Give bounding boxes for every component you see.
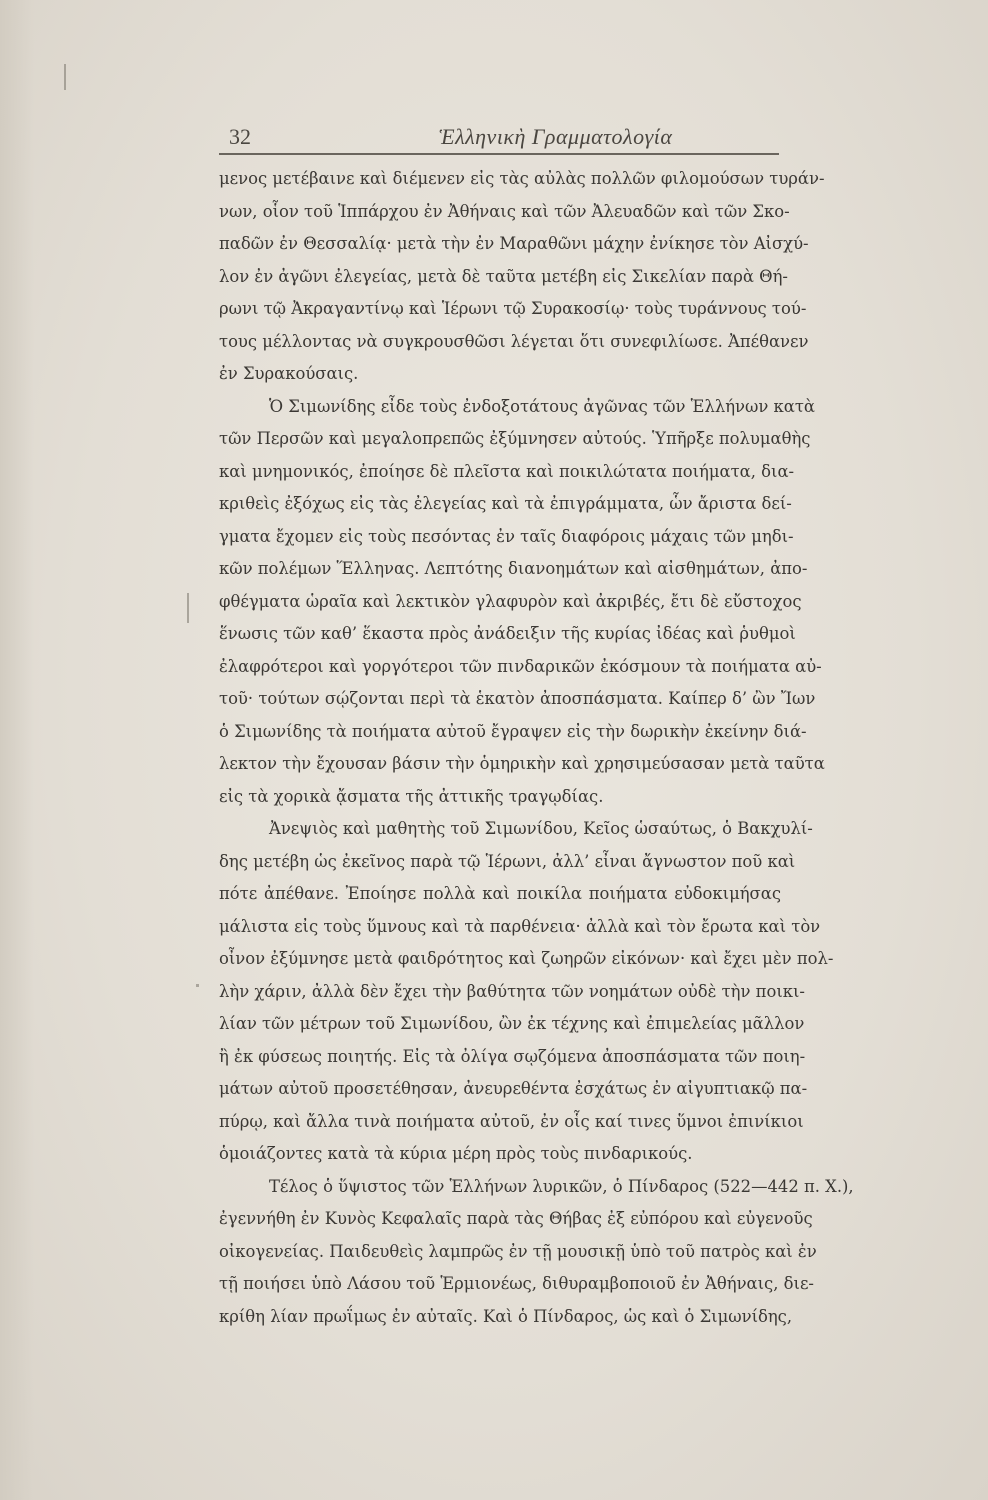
text-line: παδῶν ἐν Θεσσαλίᾳ· μετὰ τὴν ἐν Μαραθῶνι μάχην ἐνίκησε τὸν Αἰσχύ- [219, 234, 809, 253]
text-line: Τέλος ὁ ὕψιστος τῶν Ἑλλήνων λυρικῶν, ὁ Πίνδαρος (522—442 π. Χ.), [269, 1176, 854, 1196]
text-line: τῇ ποιήσει ὑπὸ Λάσου τοῦ Ἑρμιονέως, διθυραμβοποιοῦ ἐν Ἀθήναις, διε- [219, 1274, 814, 1293]
header-rule [219, 153, 779, 155]
margin-mark [196, 984, 199, 987]
text-line: πύρῳ, καὶ ἄλλα τινὰ ποιήματα αὐτοῦ, ἐν οἷς καί τινες ὕμνοι ἐπινίκιοι [219, 1111, 804, 1131]
text-line: τοῦ· τούτων σῴζονται περὶ τὰ ἑκατὸν ἀποσπάσματα. Καίπερ δ’ ὢν Ἴων [219, 689, 816, 708]
text-line: φθέγματα ὡραῖα καὶ λεκτικὸν γλαφυρὸν καὶ ἀκριβές, ἔτι δὲ εὔστοχος [219, 591, 802, 611]
text-line: λον ἐν ἀγῶνι ἐλεγείας, μετὰ δὲ ταῦτα μετέβη εἰς Σικελίαν παρὰ Θή- [219, 266, 788, 286]
text-line: καὶ μνημονικός, ἐποίησε δὲ πλεῖστα καὶ ποικιλώτατα ποιήματα, δια- [219, 461, 795, 481]
text-line: μενος μετέβαινε καὶ διέμενεν εἰς τὰς αὐλὰς πολλῶν φιλομούσων τυράν- [219, 169, 825, 188]
text-line: οἰκογενείας. Παιδευθεὶς λαμπρῶς ἐν τῇ μουσικῇ ὑπὸ τοῦ πατρὸς καὶ ἐν [219, 1241, 817, 1261]
margin-mark [187, 593, 189, 623]
text-line: λεκτον τὴν ἔχουσαν βάσιν τὴν ὁμηρικὴν καὶ χρησιμεύσασαν μετὰ ταῦτα [219, 754, 825, 773]
text-line: δης μετέβη ὡς ἐκεῖνος παρὰ τῷ Ἱέρωνι, ἀλλ’ εἶναι ἄγνωστον ποῦ καὶ [219, 851, 796, 871]
paragraph [219, 1171, 854, 1334]
text-line: λίαν τῶν μέτρων τοῦ Σιμωνίδου, ὢν ἐκ τέχνης καὶ ἐπιμελείας μᾶλλον [219, 1014, 805, 1033]
paragraph [219, 391, 825, 814]
text-line: πότε ἀπέθανε. Ἐποίησε πολλὰ καὶ ποικίλα ποιήματα εὐδοκιμήσας [219, 884, 781, 903]
text-line: γματα ἔχομεν εἰς τοὺς πεσόντας ἐν ταῖς διαφόροις μάχαις τῶν μηδι- [219, 526, 794, 546]
text-line: λὴν χάριν, ἀλλὰ δὲν ἔχει τὴν βαθύτητα τῶν νοημάτων οὐδὲ τὴν ποικι- [219, 981, 805, 1001]
page-header [219, 118, 779, 156]
text-line: ἐγεννήθη ἐν Κυνὸς Κεφαλαῖς παρὰ τὰς Θήβας ἐξ εὐπόρου καὶ εὐγενοῦς [219, 1209, 813, 1228]
body-text [219, 163, 854, 1333]
text-line: ὁμοιάζοντες κατὰ τὰ κύρια μέρη πρὸς τοὺς πινδαρικούς. [219, 1144, 693, 1163]
text-line: ἢ ἐκ φύσεως ποιητής. Εἰς τὰ ὀλίγα σῳζόμενα ἀποσπάσματα τῶν ποιη- [219, 1046, 806, 1066]
page-gutter-shadow [0, 0, 34, 1500]
text-line: τῶν Περσῶν καὶ μεγαλοπρεπῶς ἐξύμνησεν αὐτούς. Ὑπῆρξε πολυμαθὴς [219, 429, 811, 448]
paragraph [219, 813, 834, 1171]
text-line: Ἀνεψιὸς καὶ μαθητὴς τοῦ Σιμωνίδου, Κεῖος ὡσαύτως, ὁ Βακχυλί- [269, 819, 813, 838]
text-line: ἕνωσις τῶν καθ’ ἕκαστα πρὸς ἀνάδειξιν τῆς κυρίας ἰδέας καὶ ῥυθμοὶ [219, 624, 796, 643]
text-line: κῶν πολέμων Ἕλληνας. Λεπτότης διανοημάτων καὶ αἰσθημάτων, ἀπο- [219, 559, 808, 578]
text-line: ἐν Συρακούσαις. [219, 364, 359, 383]
text-line: κρίθη λίαν πρωΐμως ἐν αὐταῖς. Καὶ ὁ Πίνδαρος, ὡς καὶ ὁ Σιμωνίδης, [219, 1306, 793, 1326]
text-line: τους μέλλοντας νὰ συγκρουσθῶσι λέγεται ὅτι συνεφιλίωσε. Ἀπέθανεν [219, 331, 809, 351]
text-line: μάτων αὐτοῦ προσετέθησαν, ἀνευρεθέντα ἐσχάτως ἐν αἰγυπτιακῷ πα- [219, 1079, 808, 1098]
text-line: κριθεὶς ἐξόχως εἰς τὰς ἐλεγείας καὶ τὰ ἐπιγράμματα, ὧν ἄριστα δεί- [219, 494, 792, 513]
text-line: οἶνον ἐξύμνησε μετὰ φαιδρότητος καὶ ζωηρῶν εἰκόνων· καὶ ἔχει μὲν πολ- [219, 949, 834, 968]
text-line: μάλιστα εἰς τοὺς ὕμνους καὶ τὰ παρθένεια· ἀλλὰ καὶ τὸν ἔρωτα καὶ τὸν [219, 916, 821, 936]
paragraph [219, 163, 825, 391]
text-line: νων, οἷον τοῦ Ἱππάρχου ἐν Ἀθήναις καὶ τῶν Ἀλευαδῶν καὶ τῶν Σκο- [219, 201, 790, 221]
text-line: εἰς τὰ χορικὰ ᾄσματα τῆς ἀττικῆς τραγῳδίας. [219, 786, 604, 806]
text-line: ρωνι τῷ Ἀκραγαντίνῳ καὶ Ἱέρωνι τῷ Συρακοσίῳ· τοὺς τυράννους τού- [219, 299, 807, 318]
text-line: Ὁ Σιμωνίδης εἶδε τοὺς ἐνδοξοτάτους ἀγῶνας τῶν Ἑλλήνων κατὰ [269, 396, 815, 416]
margin-mark [64, 64, 66, 90]
page-number: 32 [229, 124, 251, 149]
running-title: Ἑλληνικὴ Γραμματολογία [439, 124, 673, 149]
text-line: ὁ Σιμωνίδης τὰ ποιήματα αὐτοῦ ἔγραψεν εἰς τὴν δωρικὴν ἐκείνην διά- [219, 721, 807, 741]
text-line: ἐλαφρότεροι καὶ γοργότεροι τῶν πινδαρικῶν ἐκόσμουν τὰ ποιήματα αὐ- [219, 656, 822, 676]
